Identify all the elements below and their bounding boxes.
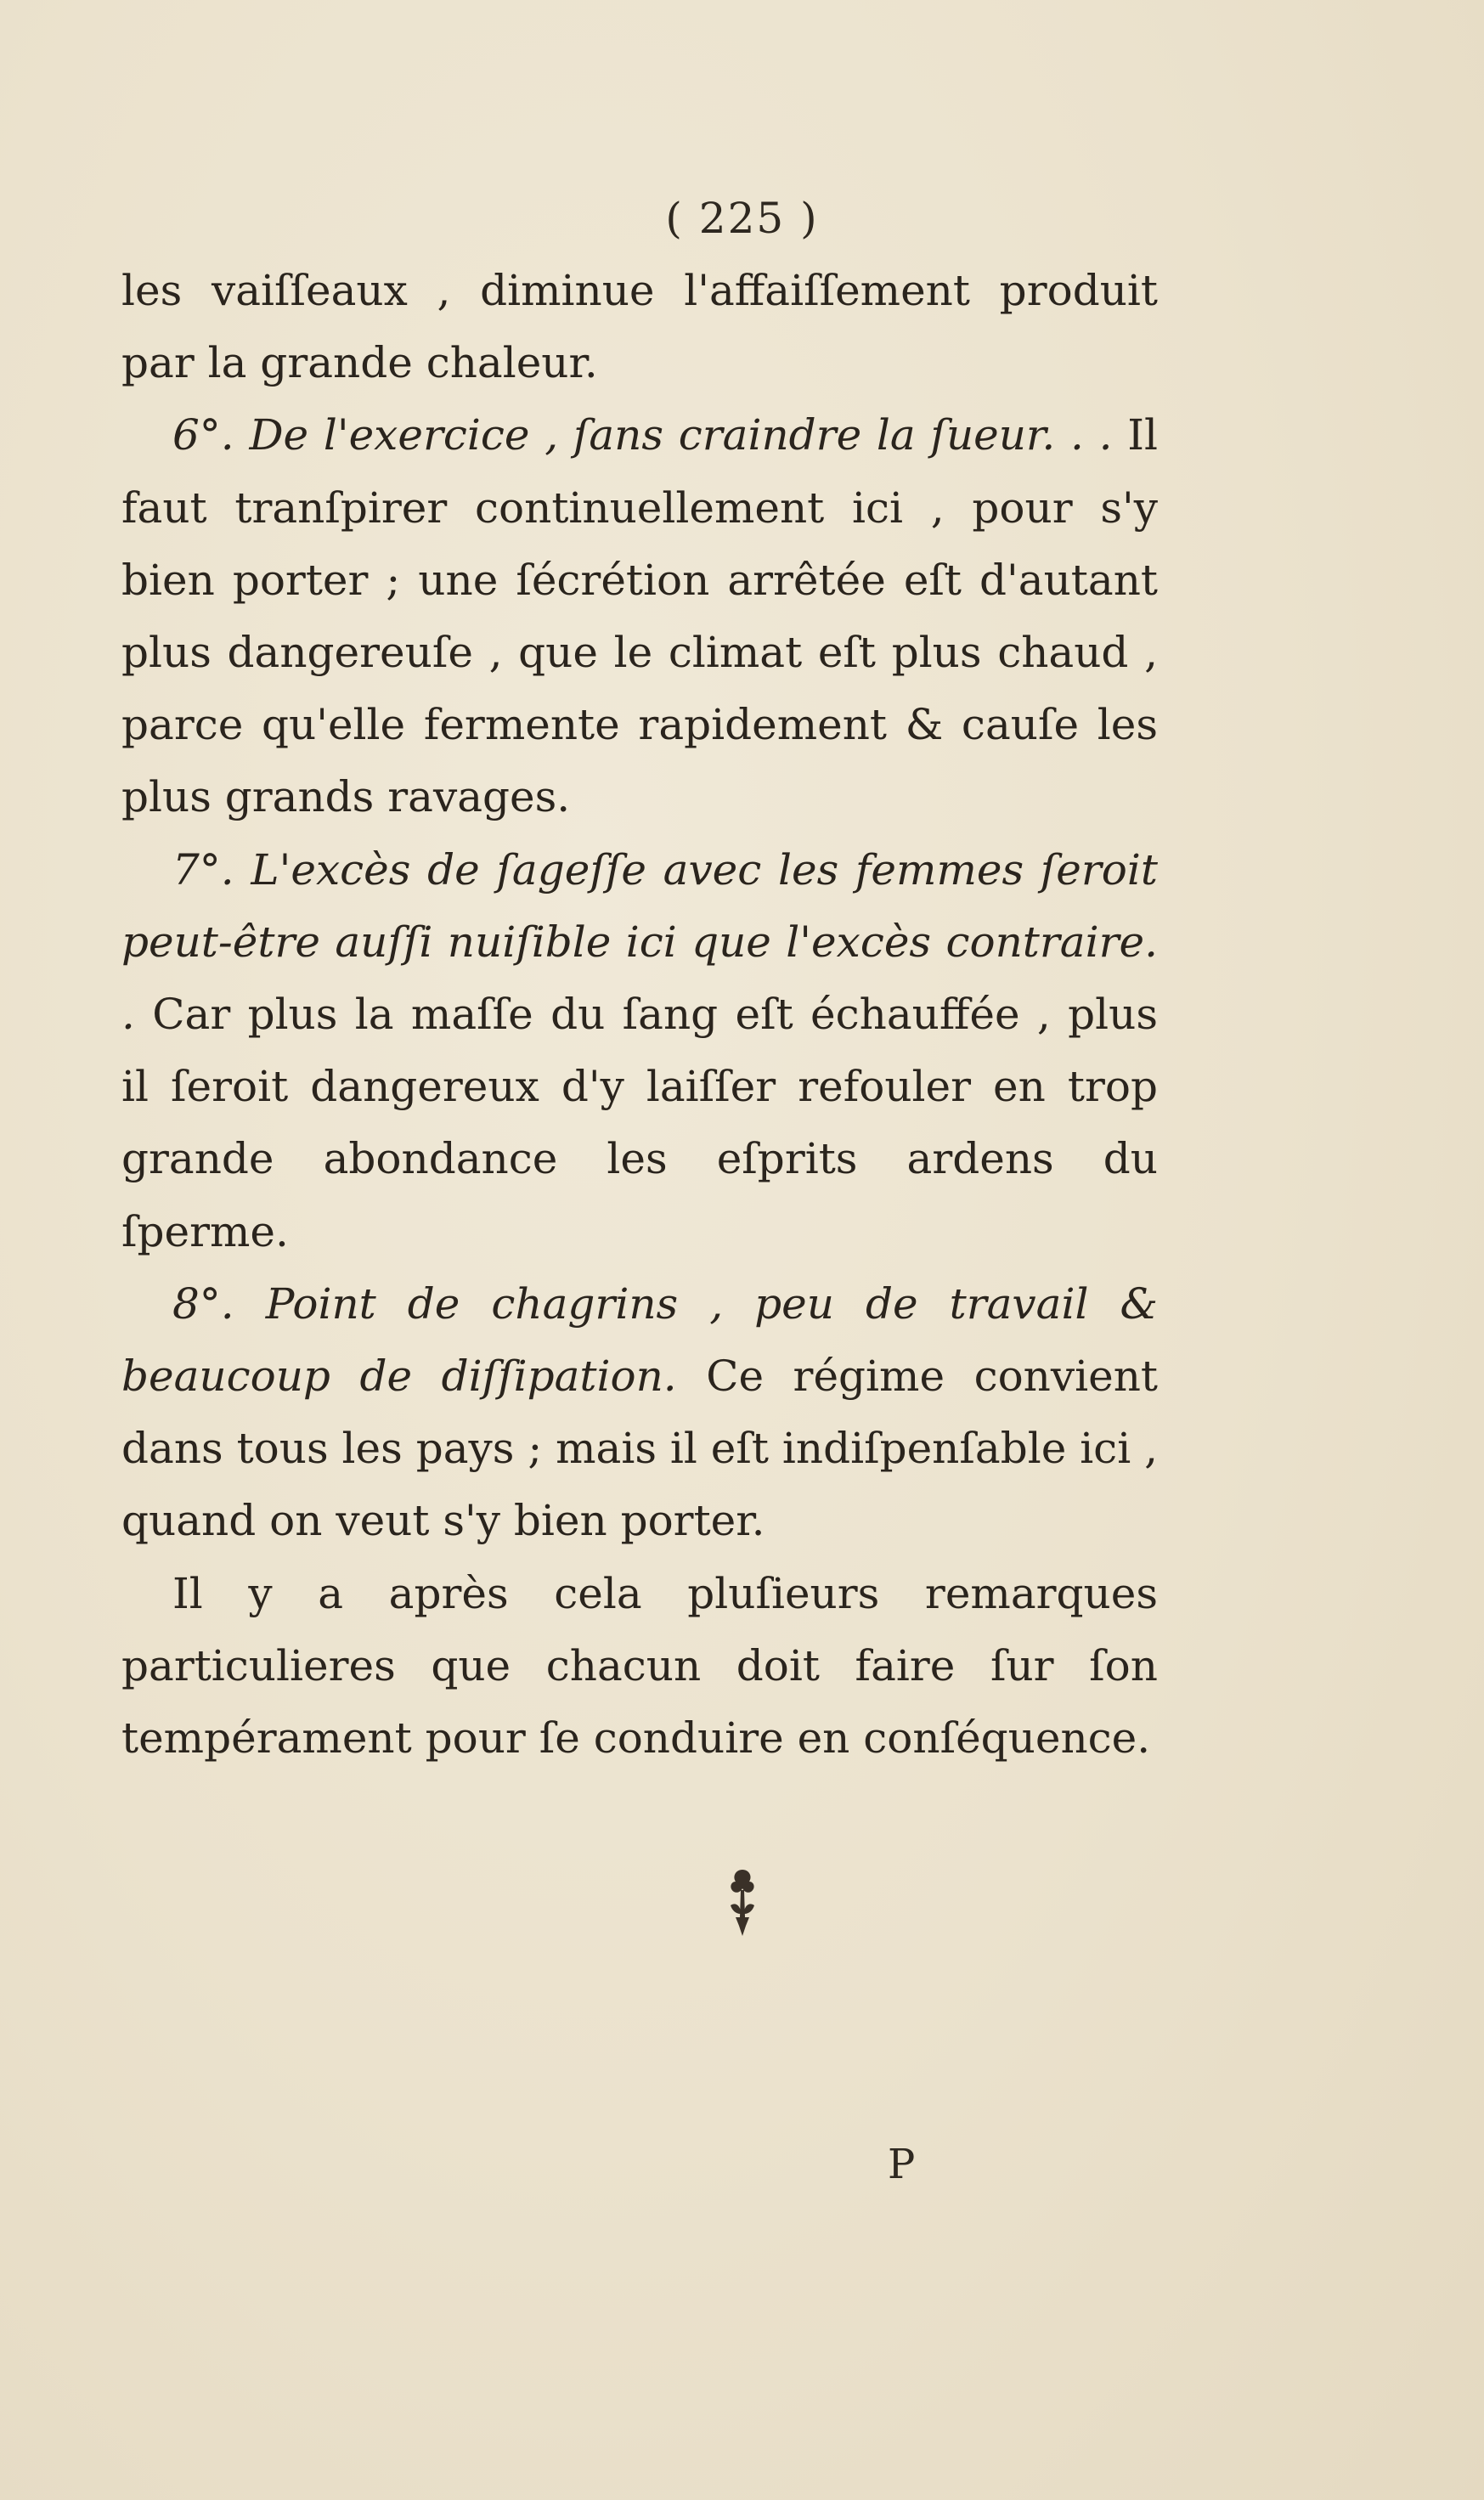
page-number: ( 225 ): [665, 194, 819, 243]
item-8-body: Ce régime convient dans tous les pays ; mais il eſt indiſpenſable ici , quand on veut s'y bien porter.: [121, 1352, 1159, 1546]
paragraph-item-8: [121, 1268, 1158, 1558]
paragraph-continuation: les vaiſſeaux , diminue l'affaiſſement produit par la grande chaleur.: [121, 266, 1158, 388]
item-7-body: Car plus la maſſe du ſang eſt échauffée , plus il ſeroit dangereux d'y laiſſer refouler en trop grande abondance les eſprits ardens du ſperme.: [121, 990, 1158, 1256]
signature-mark: P: [888, 2141, 916, 2188]
item-6-body: Il faut tranſpirer continuellement ici , pour s'y bien porter ; une ſécrétion arrêtée eſt d'autant plus dangereuſe , que le climat eſt plus chaud , parce qu'elle fermente rapidement & cauſe les plus grands ravages.: [121, 410, 1158, 822]
fleuron-icon-svg: [717, 1865, 768, 1941]
fleuron-icon: [0, 1865, 1484, 1944]
text-body: [121, 255, 1158, 1775]
paragraph-item-6: [121, 399, 1158, 833]
paragraph-item-7: [121, 834, 1158, 1268]
item-7-heading: 7°. L'excès de ſageſſe avec les femmes ſeroit peut-être auſſi nuiſible ici que l'excès contraire. .: [121, 844, 1158, 1040]
paragraph-closing: Il y a après cela pluſieurs remarques particulieres que chacun doit faire ſur ſon tempérament pour ſe conduire en conſéquence.: [121, 1568, 1158, 1764]
item-6-heading: 6°. De l'exercice , ſans craindre la ſueur. . .: [172, 410, 1113, 460]
item-8-heading: 8°. Point de chagrins , peu de travail & beaucoup de diſſipation.: [121, 1278, 1158, 1402]
